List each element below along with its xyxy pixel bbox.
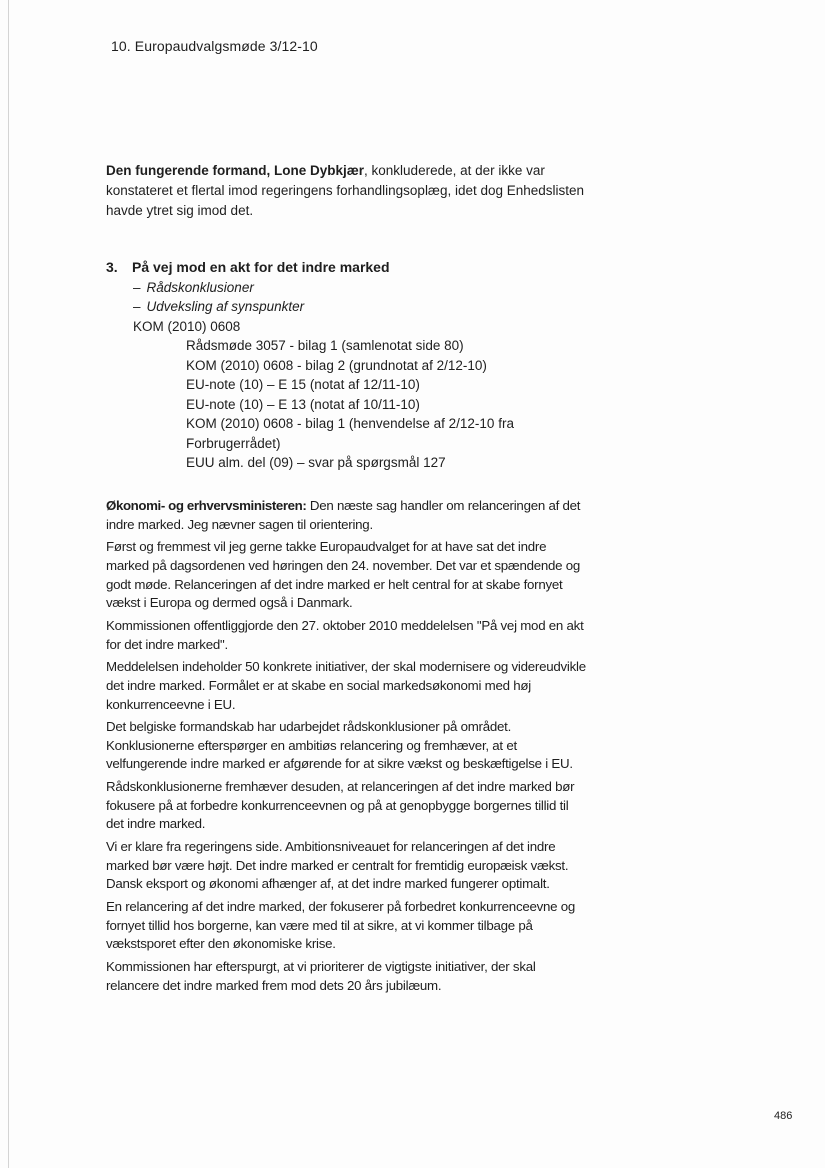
speech-paragraph: Vi er klare fra regeringens side. Ambitionsniveauet for relanceringen af det indre marked bør være højt. Det indre marked er centralt for fremtidig europæisk vækst. Dansk eksport og økonomi afhænger af, at det indre marked fungerer optimalt. xyxy=(106,839,569,892)
intro-text: , konkluderede, at der ikke var konstateret et flertal imod regeringens forhandlingsoplæg, idet dog Enhedslisten havde ytret sig imod det. xyxy=(106,163,585,218)
agenda-heading xyxy=(106,258,596,278)
speech-paragraph: Meddelelsen indeholder 50 konkrete initiativer, der skal modernisere og videreudvikle det indre marked. Formålet er at skabe en social markedsøkonomi med høj konkurrenceevne i EU. xyxy=(106,659,586,712)
agenda-subitem: – Rådskonklusioner xyxy=(133,279,254,295)
agenda-item xyxy=(106,258,596,473)
speech-paragraph: Først og fremmest vil jeg gerne takke Europaudvalget for at have sat det indre marked på dagsordenen ved høringen den 24. november. Det var et spændende og godt møde. Relanceringen af det indre marked er helt central for at skabe fornyet vækst i Europa og dermed også i Danmark. xyxy=(106,539,581,611)
agenda-title: På vej mod en akt for det indre marked xyxy=(132,259,390,275)
reference-item: Rådsmøde 3057 - bilag 1 (samlenotat side 80) xyxy=(186,338,464,353)
reference-item: KOM (2010) 0608 - bilag 1 (henvendelse af 2/12-10 fra Forbrugerrådet) xyxy=(186,416,514,451)
scan-edge-line xyxy=(8,0,9,1168)
reference-item: EUU alm. del (09) – svar på spørgsmål 127 xyxy=(186,455,446,470)
agenda-number: 3. xyxy=(106,259,118,275)
speech-speaker: Økonomi- og erhvervsministeren: xyxy=(106,498,307,513)
speech-opening: Den næste sag handler om relanceringen af det indre marked. Jeg nævner sagen til orientering. xyxy=(106,498,581,532)
speech-paragraph: Kommissionen offentliggjorde den 27. oktober 2010 meddelelsen "På vej mod en akt for det indre marked". xyxy=(106,617,584,652)
reference-item: EU-note (10) – E 15 (notat af 12/11-10) xyxy=(186,377,420,392)
minister-speech xyxy=(106,497,588,1000)
speech-paragraph: Rådskonklusionerne fremhæver desuden, at relanceringen af det indre marked bør fokusere på at forbedre konkurrenceevnen og på at genopbygge borgernes tillid til det indre marked. xyxy=(106,779,575,832)
agenda-subitem: – Udveksling af synspunkter xyxy=(133,299,305,314)
speech-paragraph: Det belgiske formandskab har udarbejdet rådskonklusioner på området. Konklusionerne efterspørger en ambitiøs relancering og fremhæver, at et velfungerende indre marked er afgørende for at sikre vækst og beskæftigelse i EU. xyxy=(106,719,573,772)
speech-paragraph xyxy=(106,497,588,534)
reference-list xyxy=(186,336,536,473)
agenda-kom: KOM (2010) 0608 xyxy=(133,318,241,334)
reference-item: EU-note (10) – E 13 (notat af 10/11-10) xyxy=(186,396,420,412)
speech-paragraph: En relancering af det indre marked, der fokuserer på forbedret konkurrenceevne og fornyet tillid hos borgerne, kan være med til at sikre, at vi kommer tilbage på vækstsporet efter den økonomiske krise. xyxy=(106,899,576,952)
intro-paragraph xyxy=(106,161,590,221)
reference-item: KOM (2010) 0608 - bilag 2 (grundnotat af 2/12-10) xyxy=(186,357,487,373)
speech-paragraph: Kommissionen har efterspurgt, at vi prioriterer de vigtigste initiativer, der skal relancere det indre marked frem mod dets 20 års jubilæum. xyxy=(106,959,536,993)
page-number: 486 xyxy=(774,1110,793,1122)
intro-speaker: Den fungerende formand, Lone Dybkjær xyxy=(106,163,365,178)
page-header: 10. Europaudvalgsmøde 3/12-10 xyxy=(111,38,318,54)
